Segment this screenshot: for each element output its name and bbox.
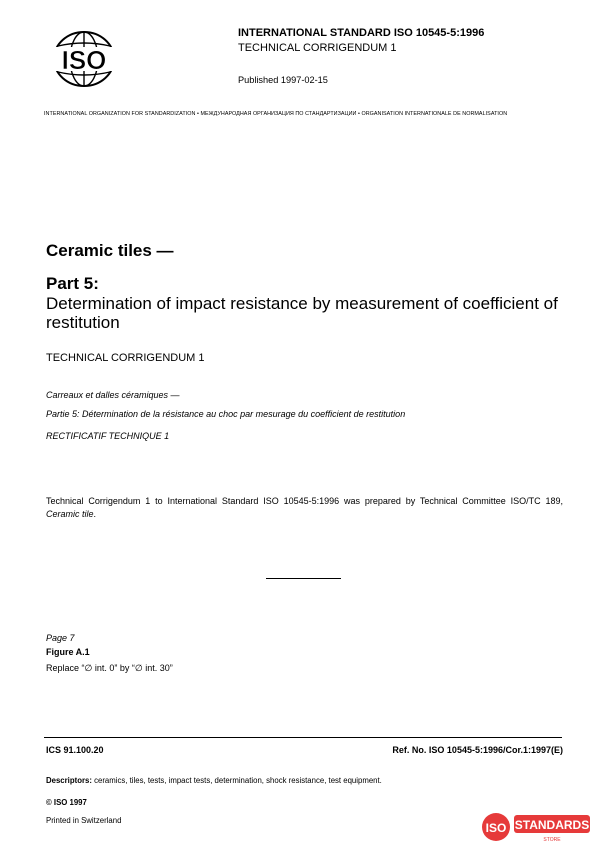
part-description: Determination of impact resistance by measurement of coefficient of restitution	[46, 294, 558, 332]
iso-globe-icon	[44, 26, 124, 92]
french-title: Carreaux et dalles céramiques —	[46, 390, 180, 400]
published-date: Published 1997-02-15	[238, 75, 328, 85]
organization-line: INTERNATIONAL ORGANIZATION FOR STANDARDIZATION • МЕЖДУНАРОДНАЯ ОРГАНИЗАЦИЯ ПО СТАНДАРТИЗАЦИИ • ORGANISATION INTERNATIONALE DE NORMALISATION	[44, 111, 508, 117]
page-reference: Page 7	[46, 633, 75, 643]
corrigendum-heading: TECHNICAL CORRIGENDUM 1	[46, 352, 205, 364]
iso-logo	[44, 26, 124, 92]
figure-reference: Figure A.1	[46, 647, 90, 657]
body-text-end: .	[93, 509, 97, 519]
body-paragraph	[46, 495, 563, 521]
store-logo-text: ISO	[485, 821, 507, 835]
corrigendum-label: TECHNICAL CORRIGENDUM 1	[238, 42, 397, 54]
ics-code: ICS 91.100.20	[46, 745, 104, 755]
descriptors-label: Descriptors:	[46, 776, 92, 785]
iso-logo-text: ISO	[61, 45, 107, 75]
divider	[266, 578, 341, 579]
store-badge	[481, 810, 593, 844]
descriptors	[46, 776, 382, 785]
printed-in: Printed in Switzerland	[46, 816, 122, 825]
footer-rule	[44, 737, 562, 738]
reference-number: Ref. No. ISO 10545-5:1996/Cor.1:1997(E)	[392, 745, 563, 755]
body-text: Technical Corrigendum 1 to International Standard ISO 10545-5:1996 was prepared by Technical Committee ISO/TC 189,	[46, 496, 563, 506]
committee-name: Ceramic tile	[46, 509, 94, 519]
store-label: STANDARDS	[514, 818, 590, 832]
copyright: © ISO 1997	[46, 798, 87, 807]
descriptors-text: ceramics, tiles, tests, impact tests, determination, shock resistance, test equipment.	[91, 776, 382, 785]
french-part: Partie 5: Détermination de la résistance au choc par mesurage du coefficient de restitution	[46, 409, 406, 419]
store-badge-icon	[481, 810, 593, 844]
replace-instruction: Replace “∅ int. 0” by “∅ int. 30”	[46, 663, 173, 673]
part-heading: Part 5:	[46, 274, 99, 293]
french-corrigendum: RECTIFICATIF TECHNIQUE 1	[46, 431, 170, 441]
standard-title: INTERNATIONAL STANDARD ISO 10545-5:1996	[238, 27, 485, 39]
document-title: Ceramic tiles —	[46, 241, 174, 260]
store-sublabel: STORE	[543, 837, 561, 843]
